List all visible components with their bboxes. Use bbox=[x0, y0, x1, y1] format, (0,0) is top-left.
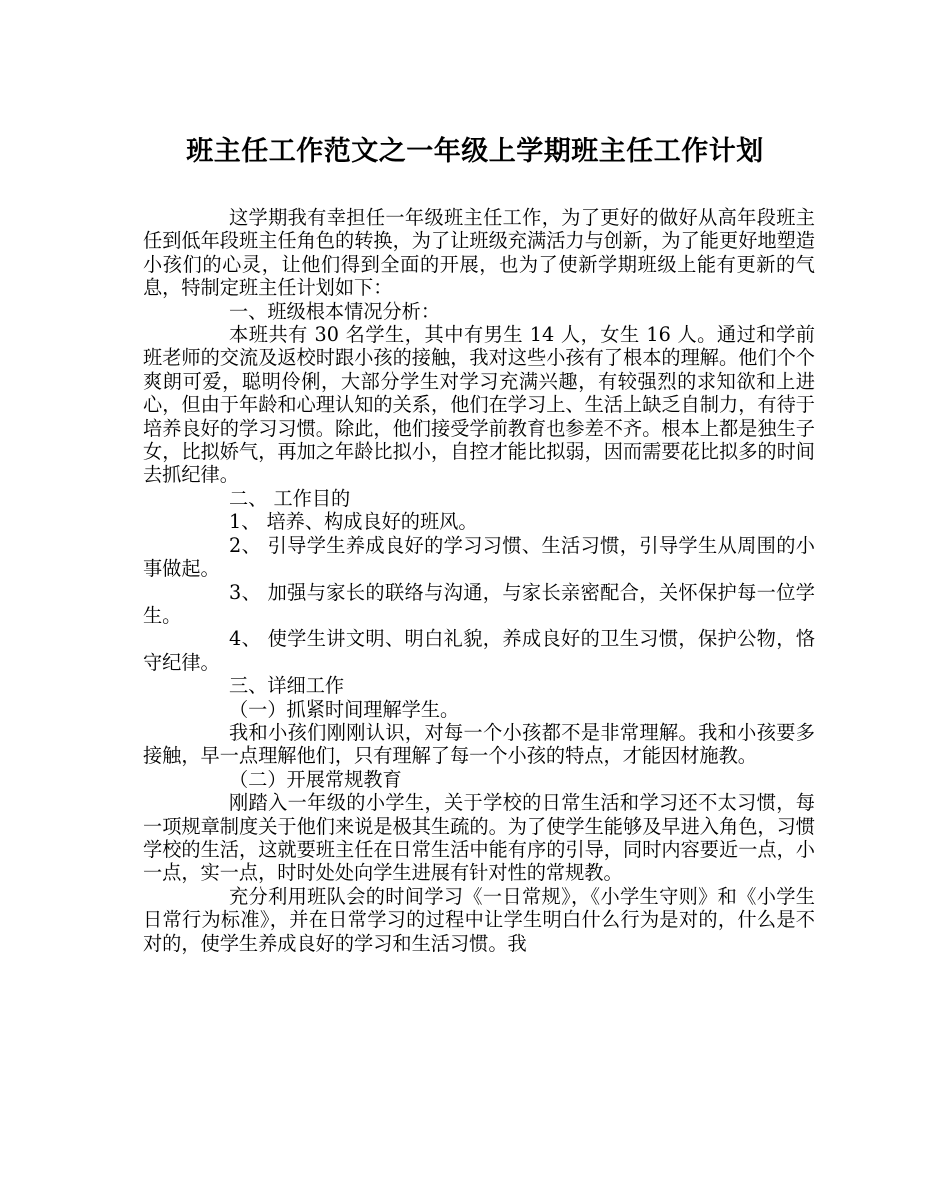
document-body bbox=[143, 206, 815, 955]
paragraph-class-meetings: 充分利用班队会的时间学习《一日常规》，《小学生守则》和《小学生日常行为标准》，并在日常学习的过程中让学生明白什么行为是对的，什么是不对的，使学生养成良好的学习和生活习惯。我 bbox=[143, 884, 815, 955]
paragraph-intro: 这学期我有幸担任一年级班主任工作，为了更好的做好从高年段班主任到低年段班主任角色的转换，为了让班级充满活力与创新，为了能更好地塑造小孩们的心灵，让他们得到全面的开展，也为了使新学期班级上能有更新的气息，特制定班主任计划如下： bbox=[143, 206, 815, 300]
goal-item-2: 2、 引导学生养成良好的学习习惯、生活习惯，引导学生从周围的小事做起。 bbox=[143, 533, 815, 581]
goal-item-1: 1、 培养、构成良好的班风。 bbox=[229, 510, 478, 534]
paragraph-routine-education: 刚踏入一年级的小学生，关于学校的日常生活和学习还不太习惯，每一项规章制度关于他们来说是极其生疏的。为了使学生能够及早进入角色，习惯学校的生活，这就要班主任在日常生活中能有序的引导，同时内容要近一点，小一点，实一点，时时处处向学生进展有针对性的常规教。 bbox=[143, 791, 815, 885]
heading-work-goals: 二、 工作目的 bbox=[229, 486, 351, 510]
paragraph-understand-students: 我和小孩们刚刚认识，对每一个小孩都不是非常理解。我和小孩要多接触，早一点理解他们，只有理解了每一个小孩的特点，才能因材施教。 bbox=[143, 720, 815, 768]
subheading-routine-education: （二）开展常规教育 bbox=[229, 767, 402, 791]
goal-item-4: 4、 使学生讲文明、明白礼貌，养成良好的卫生习惯，保护公物，恪守纪律。 bbox=[143, 627, 815, 674]
paragraph-class-analysis: 本班共有 30 名学生，其中有男生 14 人，女生 16 人。通过和学前班老师的交流及返校时跟小孩的接触，我对这些小孩有了根本的理解。他们个个爽朗可爱，聪明伶俐，大部分学生对学习充满兴趣，有较强烈的求知欲和上进心，但由于年龄和心理认知的关系，他们在学习上、生活上缺乏自制力，有待于培养良好的学习习惯。除此，他们接受学前教育也参差不齐。根本上都是独生子女，比拟娇气，再加之年龄比拟小，自控才能比拟弱，因而需要花比拟多的时间去抓纪律。 bbox=[143, 323, 815, 487]
subheading-understand-students: （一）抓紧时间理解学生。 bbox=[229, 697, 460, 721]
goal-item-3: 3、 加强与家长的联络与沟通，与家长亲密配合，关怀保护每一位学生。 bbox=[143, 580, 815, 627]
document-title: 班主任工作范文之一年级上学期班主任工作计划 bbox=[186, 136, 764, 167]
heading-class-analysis: 一、班级根本情况分析： bbox=[229, 299, 441, 323]
heading-detailed-work: 三、详细工作 bbox=[229, 674, 345, 698]
